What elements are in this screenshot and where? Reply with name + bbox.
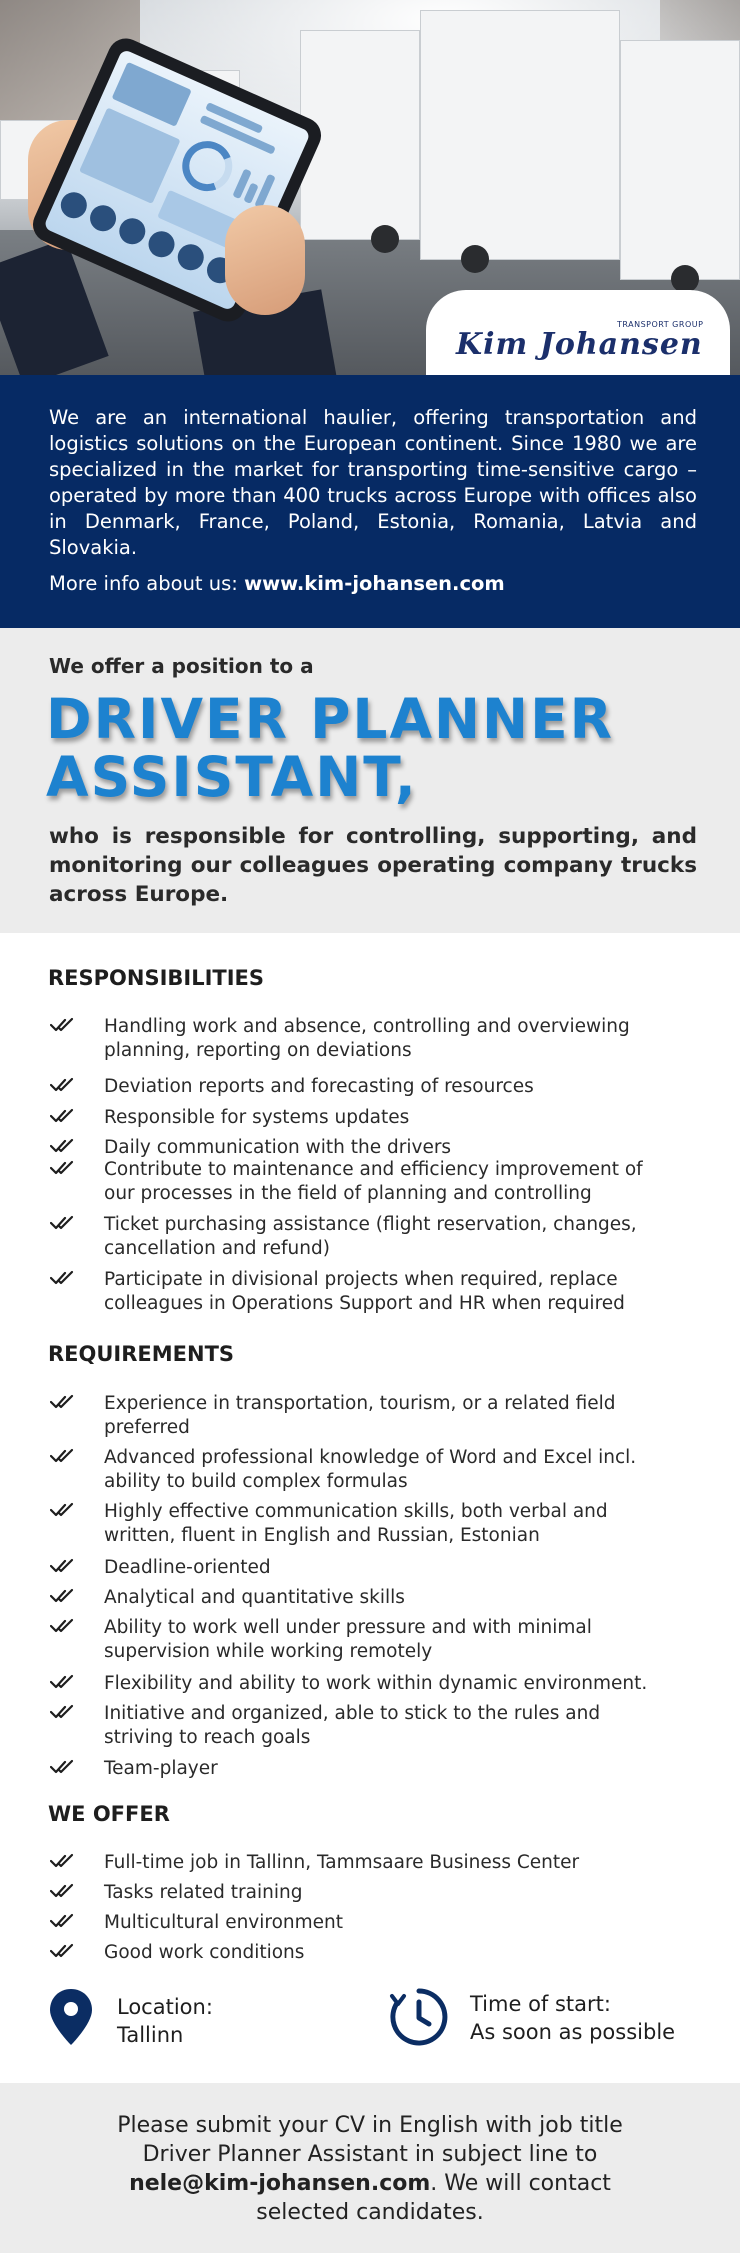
double-check-icon <box>50 1158 74 1178</box>
more-info-label: More info about us: <box>49 572 238 595</box>
list-item-text: Participate in divisional projects when required, replace colleagues in Operations Support and HR when required <box>104 1269 625 1314</box>
list-item-text: Deadline-oriented <box>104 1557 271 1578</box>
double-check-icon <box>50 1941 74 1961</box>
list-item-text: Highly effective communication skills, both verbal and written, fluent in English and Russian, Estonian <box>104 1501 608 1546</box>
list-item-text: Flexibility and ability to work within dynamic environment. <box>104 1673 648 1694</box>
location-label: Location: <box>117 1995 213 2019</box>
truck <box>620 40 740 280</box>
double-check-icon <box>50 1213 74 1233</box>
requirements-heading: REQUIREMENTS <box>48 1342 235 1366</box>
double-check-icon <box>50 1556 74 1576</box>
more-info <box>49 571 697 597</box>
list-item-text: Experience in transportation, tourism, or a related field preferred <box>104 1393 616 1438</box>
start-label: Time of start: <box>470 1992 611 2016</box>
list-item-text: Handling work and absence, controlling and overviewing planning, reporting on deviations <box>104 1016 630 1061</box>
website-link[interactable]: www.kim-johansen.com <box>244 572 505 595</box>
double-check-icon <box>50 1268 74 1288</box>
responsibilities-heading: RESPONSIBILITIES <box>48 966 265 990</box>
location-info <box>117 1993 213 2049</box>
double-check-icon <box>50 1881 74 1901</box>
list-item-text: Multicultural environment <box>104 1912 344 1933</box>
list-item-text: Good work conditions <box>104 1942 305 1963</box>
location-value: Tallinn <box>117 2023 184 2047</box>
application-instructions <box>60 2111 680 2227</box>
position-lead: We offer a position to a <box>49 654 314 678</box>
footer-line4: selected candidates. <box>256 2200 484 2225</box>
list-item-text: Team-player <box>104 1758 218 1779</box>
footer-line3: . We will contact <box>430 2171 611 2196</box>
double-check-icon <box>50 1616 74 1636</box>
application-footer <box>0 2083 740 2253</box>
we-offer-heading: WE OFFER <box>48 1802 170 1826</box>
list-item-text: Initiative and organized, able to stick to the rules and striving to reach goals <box>104 1703 601 1748</box>
location-pin-icon <box>48 1987 94 2047</box>
list-item-text: Full-time job in Tallinn, Tammsaare Business Center <box>104 1852 580 1873</box>
position-description: who is responsible for controlling, supporting, and monitoring our colleagues operating company trucks across Europe. <box>49 824 697 907</box>
double-check-icon <box>50 1672 74 1692</box>
logo-wordmark: Kim Johansen <box>456 327 703 362</box>
double-check-icon <box>50 1586 74 1606</box>
list-item-text: Deviation reports and forecasting of resources <box>104 1076 534 1097</box>
footer-line2: Driver Planner Assistant in subject line to <box>142 2142 598 2167</box>
list-item-text: Daily communication with the drivers <box>104 1137 452 1158</box>
right-hand <box>225 205 305 315</box>
list-item-text: Responsible for systems updates <box>104 1107 410 1128</box>
position-banner <box>0 628 740 933</box>
logo-tagline: TRANSPORT GROUP <box>617 320 704 329</box>
position-title <box>46 687 615 809</box>
list-item-text: Contribute to maintenance and efficiency improvement of our processes in the field of planning and controlling <box>104 1159 643 1204</box>
list-item-text: Ability to work well under pressure and with minimal supervision while working remotely <box>104 1617 592 1662</box>
list-item-text: Tasks related training <box>104 1882 303 1903</box>
position-title-line1: DRIVER PLANNER <box>46 687 615 751</box>
footer-line1: Please submit your CV in English with job title <box>117 2113 623 2138</box>
double-check-icon <box>50 1106 74 1126</box>
contact-email-link[interactable]: nele@kim-johansen.com <box>129 2171 431 2196</box>
double-check-icon <box>50 1446 74 1466</box>
double-check-icon <box>50 1851 74 1871</box>
truck <box>420 10 620 260</box>
start-info <box>470 1990 675 2046</box>
intro-text: We are an international haulier, offering transportation and logistics solutions on the European continent. Since 1980 we are specialized in the market for transporting time-sensitive cargo – operated by more than 400 trucks across Europe with offices also in Denmark, France, Poland, Estonia, Romania, Latvia and Slovakia. <box>49 406 697 559</box>
list-item-text: Ticket purchasing assistance (flight reservation, changes, cancellation and refund) <box>104 1214 637 1259</box>
double-check-icon <box>50 1392 74 1412</box>
double-check-icon <box>50 1757 74 1777</box>
start-value: As soon as possible <box>470 2020 676 2044</box>
company-intro <box>0 375 740 628</box>
double-check-icon <box>50 1911 74 1931</box>
double-check-icon <box>50 1136 74 1156</box>
double-check-icon <box>50 1702 74 1722</box>
list-item-text: Advanced professional knowledge of Word and Excel incl. ability to build complex formulas <box>104 1447 637 1492</box>
hero-image <box>0 0 740 375</box>
position-title-line2: ASSISTANT, <box>46 745 418 809</box>
double-check-icon <box>50 1015 74 1035</box>
double-check-icon <box>50 1075 74 1095</box>
clock-icon <box>388 1986 450 2048</box>
double-check-icon <box>50 1500 74 1520</box>
list-item-text: Analytical and quantitative skills <box>104 1587 405 1608</box>
